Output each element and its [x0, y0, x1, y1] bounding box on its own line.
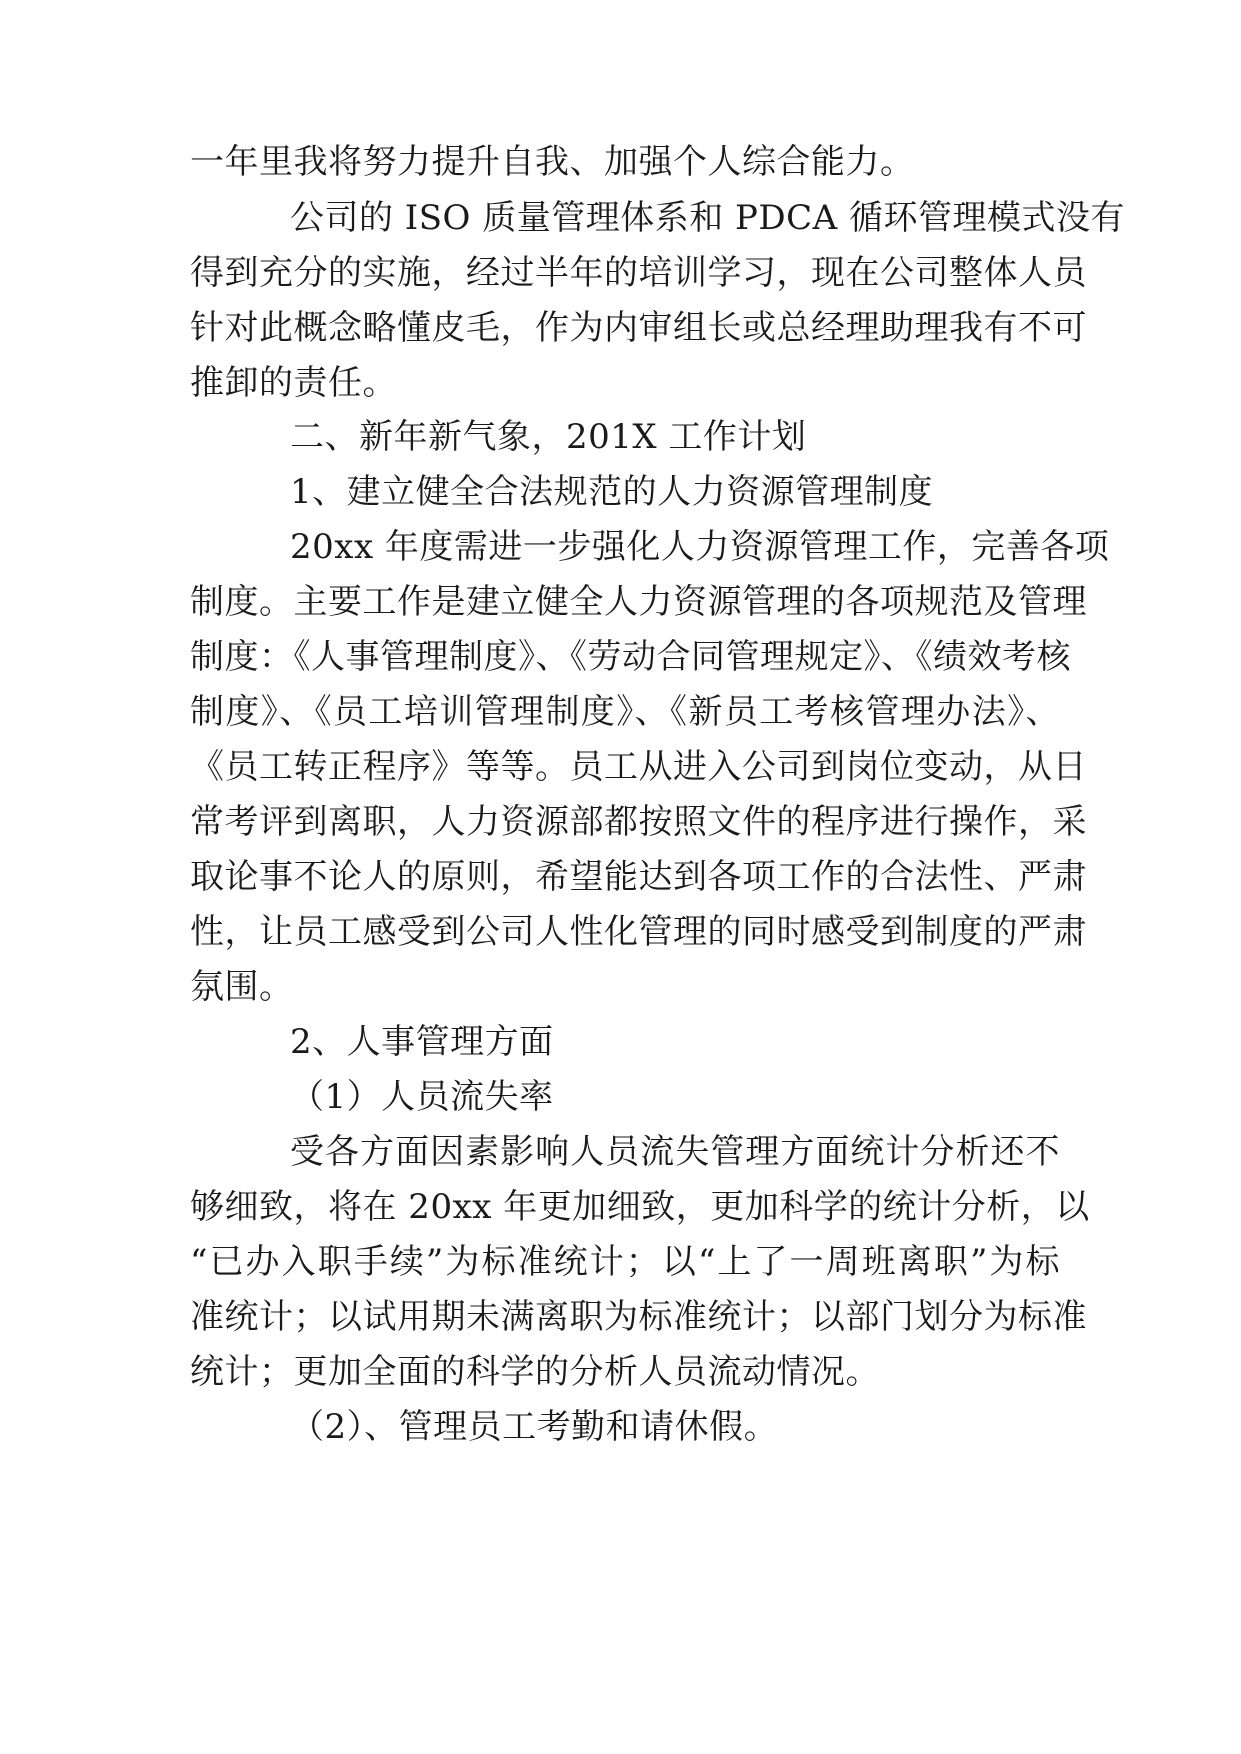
subsection-heading: 2、人事管理方面: [290, 1022, 554, 1062]
paragraph-line: 20xx 年度需进一步强化人力资源管理工作，完善各项: [290, 527, 1110, 567]
paragraph-line: 性，让员工感受到公司人性化管理的同时感受到制度的严肃: [190, 912, 1087, 952]
paragraph-line: 针对此概念略懂皮毛，作为内审组长或总经理助理我有不可: [190, 308, 1087, 348]
paragraph-line: 公司的 ISO 质量管理体系和 PDCA 循环管理模式没有: [290, 198, 1126, 238]
paragraph-line: 统计；更加全面的科学的分析人员流动情况。: [190, 1352, 880, 1392]
section-heading: 二、新年新气象，201X 工作计划: [290, 417, 807, 457]
paragraph-line: 制度。主要工作是建立健全人力资源管理的各项规范及管理: [190, 582, 1087, 622]
paragraph-line: 受各方面因素影响人员流失管理方面统计分析还不: [290, 1132, 1060, 1172]
paragraph-line: 推卸的责任。: [190, 363, 397, 403]
paragraph-line: 制度：《人事管理制度》、《劳动合同管理规定》、《绩效考核: [190, 637, 1071, 677]
paragraph-line: 取论事不论人的原则，希望能达到各项工作的合法性、严肃: [190, 857, 1087, 897]
subsection-heading: 1、建立健全合法规范的人力资源管理制度: [290, 472, 934, 512]
paragraph-line: 《员工转正程序》等等。员工从进入公司到岗位变动，从日: [190, 747, 1087, 787]
paragraph-line: 制度》、《员工培训管理制度》、《新员工考核管理办法》、: [190, 692, 1060, 732]
paragraph-line: 一年里我将努力提升自我、加强个人综合能力。: [190, 142, 915, 182]
item-heading: （2）、管理员工考勤和请休假。: [290, 1407, 779, 1447]
paragraph-line: 够细致，将在 20xx 年更加细致，更加科学的统计分析，以: [190, 1187, 1090, 1227]
paragraph-line: “已办入职手续”为标准统计；以“上了一周班离职”为标: [190, 1242, 1060, 1282]
paragraph-line: 常考评到离职，人力资源部都按照文件的程序进行操作，采: [190, 802, 1087, 842]
item-heading: （1）人员流失率: [290, 1077, 554, 1117]
paragraph-line: 准统计；以试用期未满离职为标准统计；以部门划分为标准: [190, 1297, 1087, 1337]
paragraph-line: 得到充分的实施，经过半年的培训学习，现在公司整体人员: [190, 253, 1087, 293]
paragraph-line: 氛围。: [190, 967, 294, 1007]
